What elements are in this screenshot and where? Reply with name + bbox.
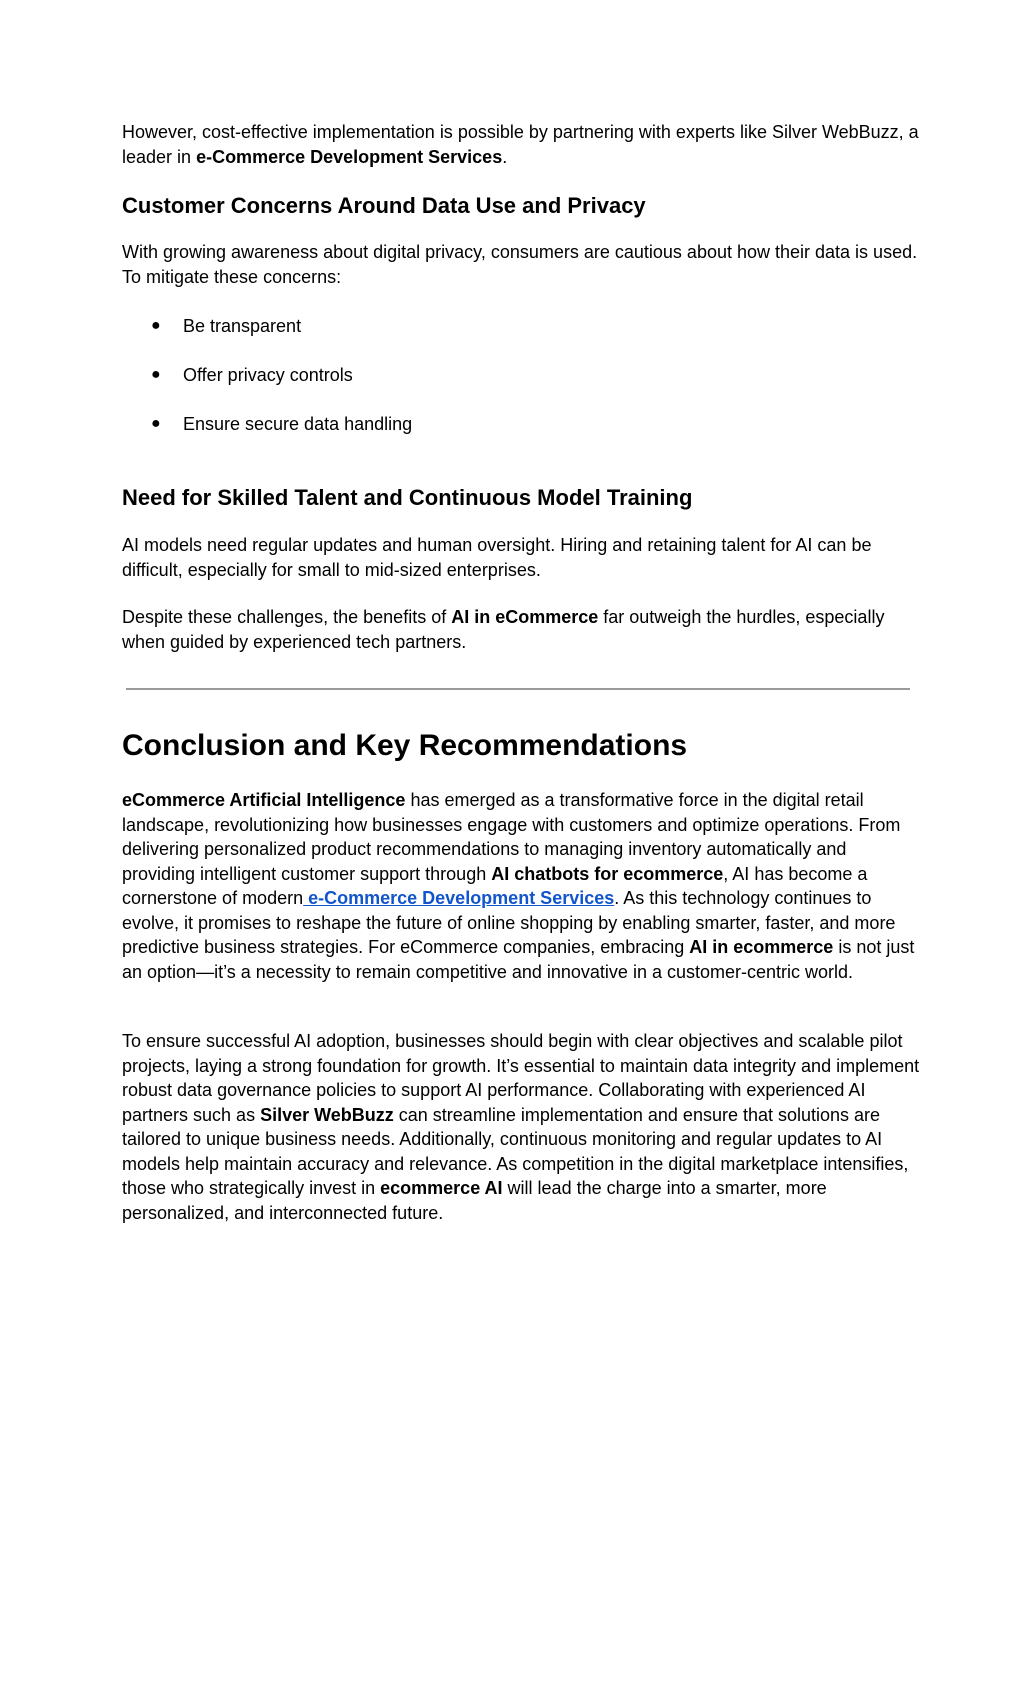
bold-text: AI in ecommerce (689, 937, 834, 957)
intro-text: However, cost-effective implementation is possible by partnering with experts like Silver WebBuzz, a leader in (122, 122, 919, 167)
body-text: To ensure successful AI adoption, businesses should begin with clear objectives and scalable pilot projects, laying a strong foundation for growth. It’s essential to maintain data integrity and implement robust data governance policies to support AI performance. Collaborating with experienced AI partners such as (122, 1031, 920, 1125)
list-item (122, 363, 922, 387)
body-text: will lead the charge into a smarter, more personalized, and interconnected future. (122, 1178, 827, 1223)
list-item-text: Ensure secure data handling (183, 414, 413, 434)
conclusion-heading: Conclusion and Key Recommendations (122, 729, 688, 762)
body-text: can streamline implementation and ensure that solutions are tailored to unique business needs. Additionally, continuous monitoring and regular updates to AI models help maintain accuracy and relevance. As competition in the digital marketplace intensifies, those who strategically invest in (122, 1104, 909, 1198)
body-text: , AI has become a cornerstone of modern (122, 863, 868, 908)
conclusion-paragraph-2 (122, 1029, 922, 1225)
talent-paragraph: AI models need regular updates and human oversight. Hiring and retaining talent for AI can be difficult, especially for small to mid-sized enterprises. (122, 535, 872, 580)
privacy-bullet-list (122, 314, 922, 436)
bullet-icon: ● (151, 415, 161, 432)
list-item-text: Be transparent (183, 316, 302, 336)
bold-text: Silver WebBuzz (260, 1104, 394, 1125)
list-item-text: Offer privacy controls (183, 365, 353, 385)
horizontal-divider (126, 688, 910, 690)
despite-bold: AI in eCommerce (451, 607, 599, 627)
bullet-icon: ● (151, 366, 161, 383)
bullet-icon: ● (151, 317, 161, 334)
bold-text: AI chatbots for ecommerce (491, 863, 724, 884)
despite-text-end: far outweigh the hurdles, especially when guided by experienced tech partners. (122, 607, 885, 652)
bold-text: eCommerce Artificial Intelligence (122, 790, 406, 810)
talent-heading: Need for Skilled Talent and Continuous Model Training (122, 485, 693, 510)
privacy-paragraph: With growing awareness about digital privacy, consumers are cautious about how their data is used. To mitigate these concerns: (122, 242, 918, 287)
body-text: has emerged as a transformative force in the digital retail landscape, revolutionizing how businesses engage with customers and optimize operations. From delivering personalized product recommendations to managing inventory automatically and providing intelligent customer support through (122, 790, 901, 884)
ecommerce-development-services-link[interactable]: e-Commerce Development Services (303, 888, 615, 908)
despite-paragraph (122, 605, 922, 654)
despite-text: Despite these challenges, the benefits of (122, 607, 452, 627)
intro-text-end: . (502, 146, 508, 167)
bold-text: ecommerce AI (380, 1178, 503, 1198)
intro-bold: e-Commerce Development Services (196, 146, 503, 167)
body-text: . As this technology continues to evolve, it promises to reshape the future of online shopping by enabling smarter, faster, and more predictive business strategies. For eCommerce companies, embracing (122, 888, 896, 957)
list-item (122, 412, 922, 436)
privacy-heading: Customer Concerns Around Data Use and Privacy (122, 193, 646, 218)
intro-paragraph (122, 120, 922, 169)
conclusion-paragraph-1 (122, 788, 922, 984)
list-item (122, 314, 922, 338)
body-text: is not just an option—it’s a necessity to remain competitive and innovative in a customer-centric world. (122, 937, 915, 982)
